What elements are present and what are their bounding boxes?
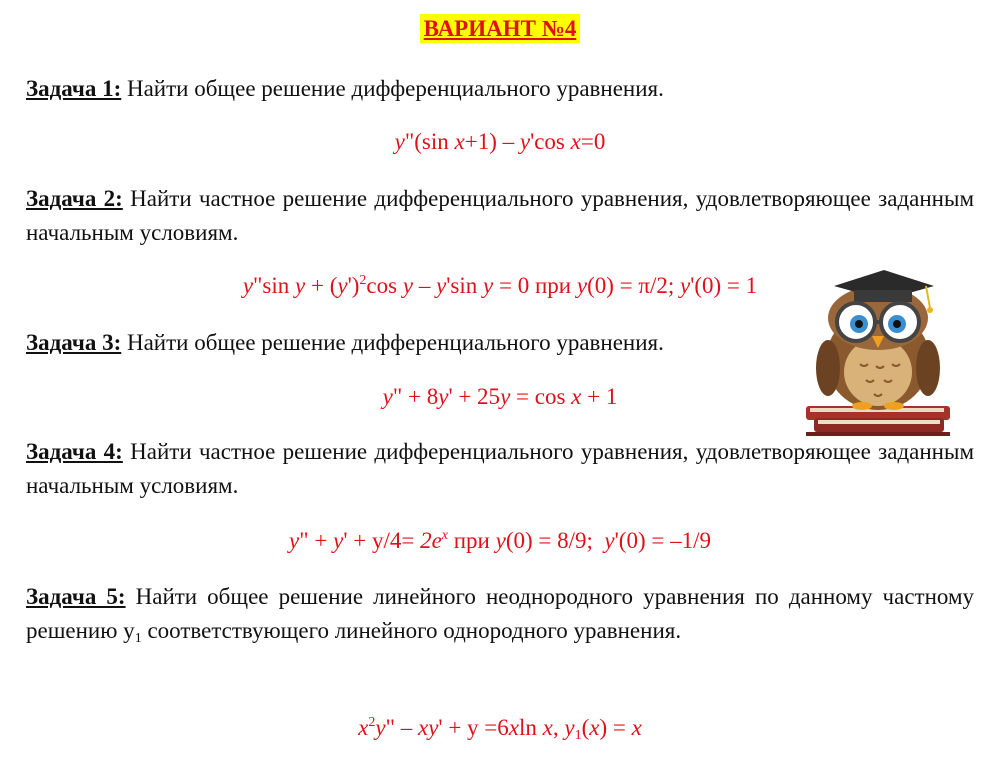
task-2 — [26, 182, 974, 250]
task-text: Найти частное решение дифференциального уравнения, удовлетворяющее заданным начальным условиям. — [26, 186, 974, 245]
task-3-formula: y" + 8y' + 25y = cos x + 1 — [382, 384, 618, 409]
task-4-formula: y" + $y' + y/4= 2e^x$ при y(0) = 8/9; y'(0) = –1/9 — [289, 528, 711, 553]
task-label: Задача 5: — [26, 584, 126, 609]
task-4 — [26, 435, 974, 503]
task-2-formula: y"sin $y + (y')^2\cos$ y – y'sin y = 0 при y(0) = π/2; y'(0) = 1 — [242, 273, 758, 298]
task-label: Задача 1: — [26, 76, 122, 101]
task-1-formula: y"(sin x+1) – y'cos x=0 — [394, 129, 606, 154]
task-5 — [26, 580, 974, 648]
task-text: Найти общее решение дифференциального уравнения. — [121, 330, 664, 355]
task-label: Задача 2: — [26, 186, 123, 211]
variant-title: ВАРИАНТ №4 — [420, 14, 581, 43]
task-text: Найти общее решение линейного неоднородного уравнения по данному частному решению y — [26, 584, 975, 643]
task-label: Задача 4: — [26, 439, 123, 464]
task-text: соответствующего линейного однородного уравнения. — [141, 618, 682, 643]
subscript: 1 — [134, 631, 142, 646]
task-5-formula: $x^2y$" – xy' + y =6xln x, $y_1(x) = x$ — [358, 715, 642, 743]
owl-with-books-icon — [804, 268, 954, 438]
task-label: Задача 3: — [26, 330, 122, 355]
task-text: Найти частное решение дифференциального уравнения, удовлетворяющее заданным начальным условиям. — [26, 439, 974, 498]
task-text: Найти общее решение дифференциального уравнения. — [121, 76, 664, 101]
task-1 — [26, 72, 974, 106]
